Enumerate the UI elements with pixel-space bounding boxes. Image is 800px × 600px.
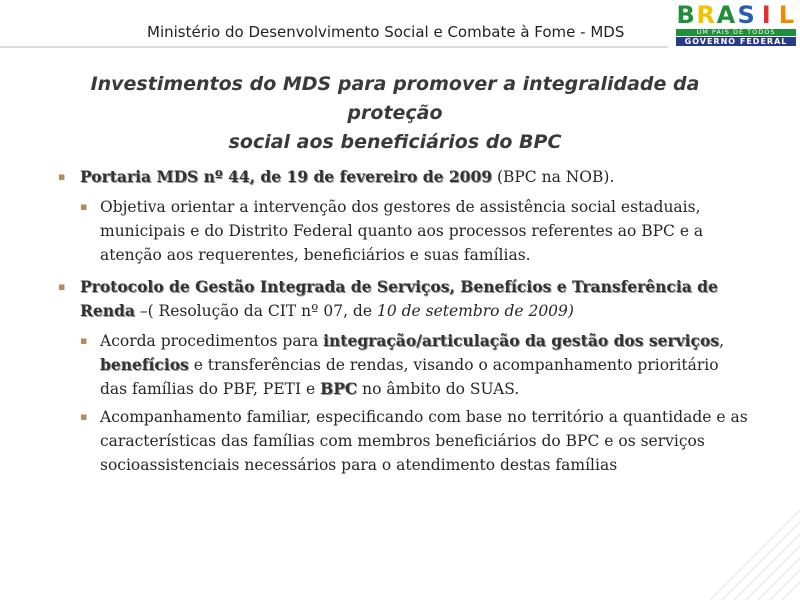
acorda-text-c: e transferências de rendas, visando o acompanhamento prioritário das famílias do PBF, PETI e xyxy=(100,356,719,398)
protocolo-date: 10 de setembro de 2009 xyxy=(376,302,568,320)
acorda-text-d: no âmbito do SUAS. xyxy=(357,380,520,398)
brasil-logo-word xyxy=(676,2,796,28)
portaria-objective-text: Objetiva orientar a intervenção dos gestores de assistência social estaduais, municipais e do Distrito Federal quanto aos processos referentes ao BPC e a atenção aos requerentes, beneficiários e suas famílias. xyxy=(100,198,704,264)
logo-letter: S xyxy=(737,1,755,29)
logo-letter: R xyxy=(696,1,715,29)
logo-letter: A xyxy=(716,1,736,29)
logo-government: GOVERNO FEDERAL xyxy=(676,37,796,46)
square-bullet-icon: ▪ xyxy=(80,200,88,213)
title-line-1: Investimentos do MDS para promover a integralidade da proteção xyxy=(90,73,700,124)
bullet-protocolo xyxy=(58,275,748,323)
logo-letter: B xyxy=(676,1,695,29)
square-bullet-icon: ▪ xyxy=(58,170,66,183)
logo-letter: L xyxy=(778,1,795,29)
acorda-emphasis-bpc: BPC xyxy=(320,379,358,398)
protocolo-heading: Protocolo de Gestão Integrada de Serviços, Benefícios e Transferência de Renda xyxy=(80,277,718,320)
acorda-emphasis-integracao: integração/articulação da gestão dos serviços xyxy=(323,331,720,350)
protocolo-close: ) xyxy=(567,302,574,320)
slide-content xyxy=(58,165,748,481)
title-line-2: social aos beneficiários do BPC xyxy=(228,131,562,153)
logo-tagline: UM PAÍS DE TODOS xyxy=(676,29,796,36)
header-divider xyxy=(0,46,668,48)
logo-letter: I xyxy=(761,1,771,29)
sub-bullet-protocolo-acompanhamento xyxy=(58,405,748,477)
square-bullet-icon: ▪ xyxy=(80,334,88,347)
slide-title xyxy=(40,70,750,157)
acorda-text-b: , xyxy=(719,332,724,350)
acompanhamento-text: Acompanhamento familiar, especificando com base no território a quantidade e as características das famílias com membros beneficiários do BPC e os serviços socioassistenciais necessários para o atendimento destas famílias xyxy=(100,408,748,474)
header-bar xyxy=(0,0,800,48)
acorda-text-a: Acorda procedimentos para xyxy=(100,332,324,350)
portaria-heading: Portaria MDS nº 44, de 19 de fevereiro de 2009 xyxy=(80,167,493,186)
brasil-government-logo xyxy=(676,2,796,46)
portaria-note: (BPC na NOB). xyxy=(492,168,615,186)
ministry-title: Ministério do Desenvolvimento Social e Combate à Fome - MDS xyxy=(147,23,625,41)
protocolo-note: –( Resolução da CIT nº 07, de xyxy=(134,302,377,320)
sub-bullet-portaria-objective xyxy=(58,195,748,267)
acorda-emphasis-beneficios: benefícios xyxy=(100,355,189,374)
corner-stripes-decoration xyxy=(470,500,800,600)
bullet-portaria xyxy=(58,165,748,189)
square-bullet-icon: ▪ xyxy=(80,410,88,423)
square-bullet-icon: ▪ xyxy=(58,280,66,293)
sub-bullet-protocolo-acorda xyxy=(58,329,748,401)
